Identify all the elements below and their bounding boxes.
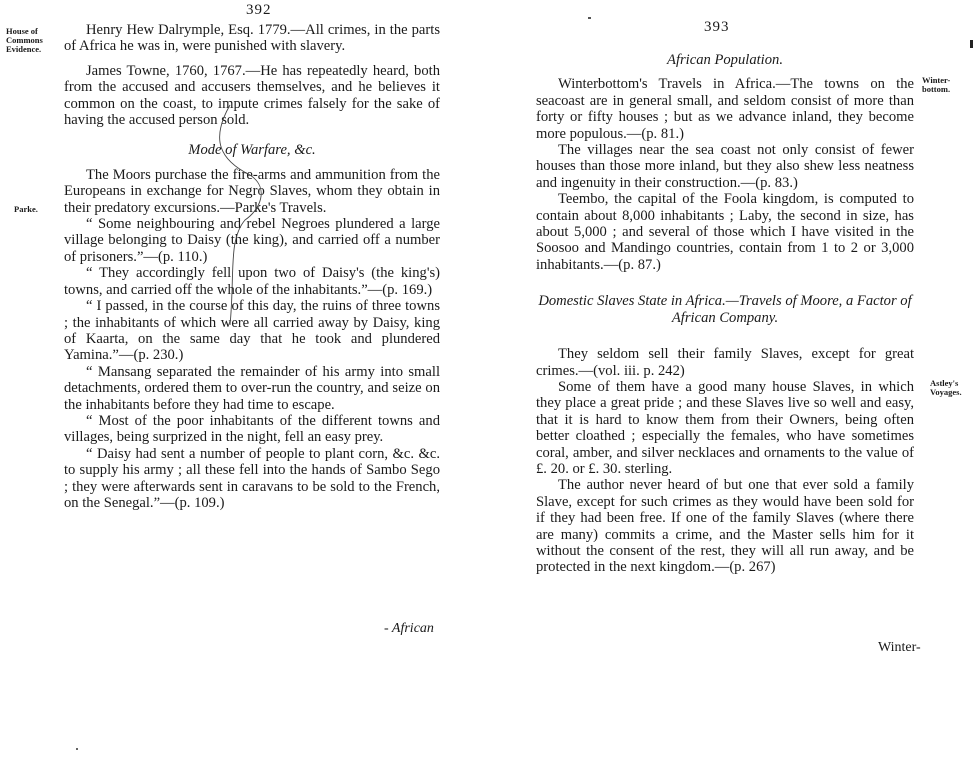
quote-neighbouring-negroes: “ Some neighbouring and rebel Negroes plundered a large village belonging to Daisy (the king), and carried off a number of prisoners.”—(p. 110.) — [64, 216, 440, 265]
quote-mansang: “ Mansang separated the remainder of his army into small detachments, ordered them to over-run the country, and seize on the inhabitants before they had time to escape. — [64, 363, 440, 413]
margin-note-winterbottom: Winter-bottom. — [922, 75, 951, 94]
catchword-african: African — [391, 621, 434, 636]
left-catchword — [384, 621, 434, 637]
heading-domestic-slaves: Domestic Slaves State in Africa.—Travels of Moore, a Factor of African Company. — [538, 293, 912, 326]
paragraph-towne: James Towne, 1760, 1767.—He has repeatedly heard, both from the accused and accusers themselves, and he believes it common on the coast, to impute crimes falsely for the sake of having the accused person sold. — [64, 62, 440, 129]
left-page — [0, 0, 470, 761]
speck — [588, 17, 591, 19]
left-page-number: 392 — [246, 2, 272, 18]
paragraph-villages: The villages near the sea coast not only consist of fewer houses than those more inland, but they also shew less neatness and ingenuity in their construction.—(p. 83.) — [536, 142, 914, 191]
quote-poor-inhabitants: “ Most of the poor inhabitants of the different towns and villages, being surprized in the night, fell an easy prey. — [64, 412, 440, 446]
paragraph-dalrymple: Henry Hew Dalrymple, Esq. 1779.—All crimes, in the parts of Africa he was in, were punished with slavery. — [64, 22, 440, 55]
margin-note-astleys-voyages: Astley's Voyages. — [930, 378, 962, 397]
paragraph-teembo: Teembo, the capital of the Foola kingdom, is computed to contain about 8,000 inhabitants ; Laby, the second in size, has about 5,000 ; and several of those which I have visited in the Soosoo and Mandingo countries, contain from 1 to 2 or 3,000 inhabitants.—(p. 87.) — [536, 191, 914, 273]
right-page — [500, 0, 980, 761]
edge-mark — [970, 40, 973, 48]
catchword-dash: - — [384, 621, 392, 636]
running-head-african-population: African Population. — [667, 52, 783, 68]
heading-mode-of-warfare: Mode of Warfare, &c. — [188, 142, 316, 159]
speck — [76, 748, 78, 750]
right-catchword: Winter- — [878, 640, 921, 655]
paragraph-author-never-heard: The author never heard of but one that ever sold a family Slave, except for such crimes as they would have been sold for if they had been free. If one of the family Slaves (where there are many) commits a crime, and the Master sells him for it without the consent of the rest, they will all run away, and be protected in the next kingdom.—(p. 267) — [536, 477, 914, 576]
paragraph-family-slaves: They seldom sell their family Slaves, except for great crimes.—(vol. iii. p. 242) — [536, 346, 914, 379]
pencil-mark-stroke — [190, 100, 300, 330]
right-column — [536, 52, 914, 576]
paragraph-winterbottom: Winterbottom's Travels in Africa.—The towns on the seacoast are in general small, and seldom consist of more than forty or fifty houses ; but as we advance inland, they become more populous.—(p. 81.) — [536, 76, 914, 142]
quote-ruins-three-towns: “ I passed, in the course of this day, the ruins of three towns ; the inhabitants of which were all carried away by Daisy, king of Kaarta, on the same day that he took and plundered Yamina.”—(p. 230.) — [64, 298, 440, 364]
paragraph-moors: The Moors purchase the fire-arms and ammunition from the Europeans in exchange for Negro Slaves, whom they obtain in their predatory excursions.—Parke's Travels. — [64, 166, 440, 216]
margin-note-house-of-commons: House of Commons Evidence. — [6, 26, 43, 54]
paragraph-house-slaves: Some of them have a good many house Slaves, in which they place a great pride ; and these Slaves live so well and easy, that it is hard to know them from their Owners, being often better cloathed ; especially the females, who have sometimes coral, amber, and silver necklaces and ornaments to the value of £. 20. or £. 30. sterling. — [536, 378, 914, 477]
quote-daisys-towns: “ They accordingly fell upon two of Daisy's (the king's) towns, and carried off the whole of the inhabitants.”—(p. 169.) — [64, 265, 440, 298]
margin-note-parke: Parke. — [14, 204, 38, 214]
right-page-number: 393 — [704, 19, 730, 35]
quote-daisy-corn: “ Daisy had sent a number of people to plant corn, &c. &c. to supply his army ; all these fell into the hands of Sambo Sego ; they were afterwards sent in caravans to be sold to the French, on the Senegal.”—(p. 109.) — [64, 445, 440, 511]
